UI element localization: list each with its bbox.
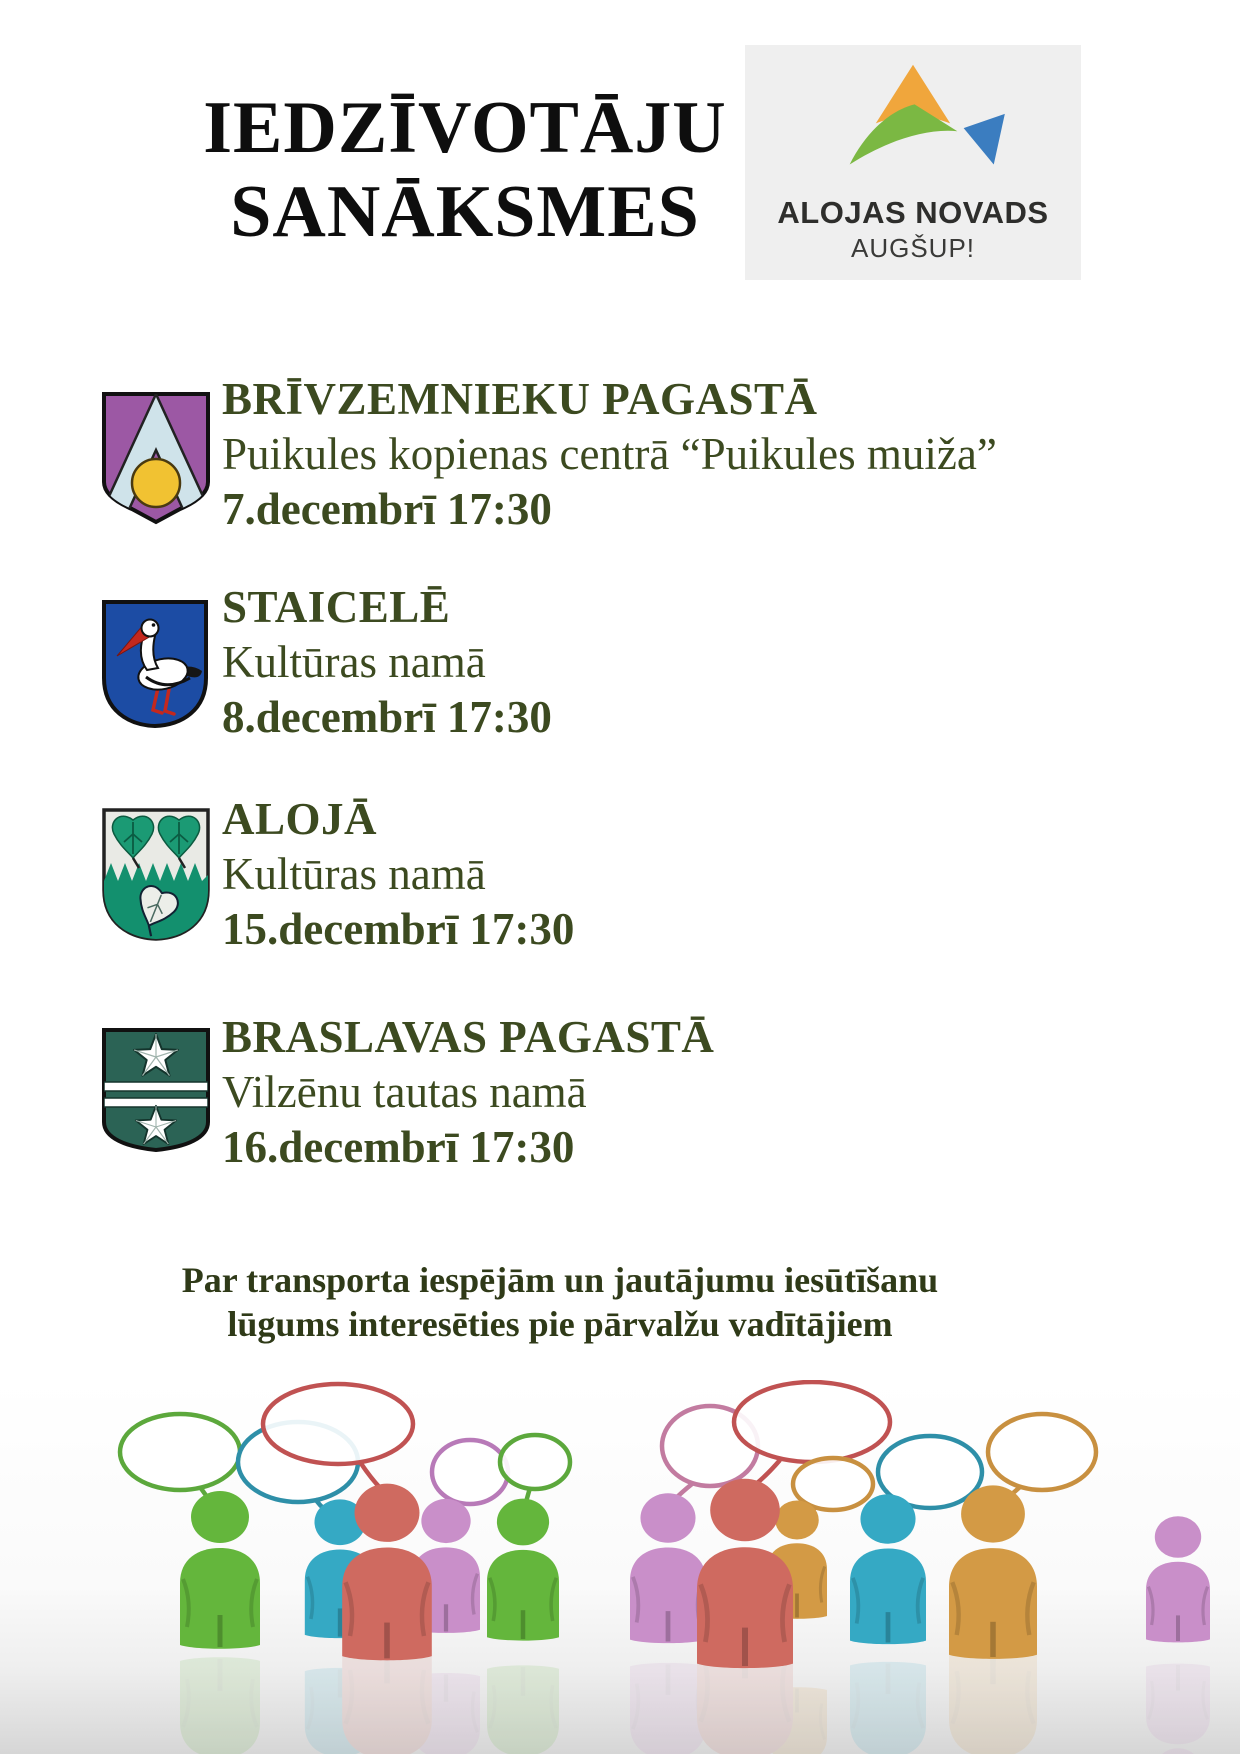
event-place: ALOJĀ	[222, 794, 378, 844]
person-figure	[1146, 1516, 1210, 1642]
event-place: BRASLAVAS PAGASTĀ	[222, 1012, 715, 1062]
logo-tagline: AUGŠUP!	[850, 233, 976, 263]
event-datetime: 7.decembrī 17:30	[222, 484, 552, 534]
event-place: BRĪVZEMNIEKU PAGASTĀ	[222, 374, 818, 424]
staicele-crest-icon	[100, 598, 210, 730]
transport-note-line2: lūgums interesēties pie pārvalžu vadītājiem	[227, 1304, 893, 1344]
person-figure	[342, 1484, 432, 1661]
event-venue: Kultūras namā	[222, 849, 486, 899]
transport-note	[60, 1258, 1060, 1346]
event-venue: Kultūras namā	[222, 637, 486, 687]
event-venue: Puikules kopienas centrā “Puikules muiža”	[222, 429, 997, 479]
people-discussion-illustration	[0, 1380, 1240, 1754]
event-braslavas	[222, 1010, 714, 1175]
poster-title-line2: SANĀKSMES	[230, 171, 700, 253]
event-datetime: 16.decembrī 17:30	[222, 1122, 575, 1172]
person-figure	[850, 1494, 926, 1644]
brivzemnieku-crest-icon	[100, 390, 212, 528]
event-datetime: 8.decembrī 17:30	[222, 692, 552, 742]
person-figure	[180, 1491, 260, 1649]
aloja-crest-icon	[100, 806, 212, 944]
event-brivzemnieku	[222, 372, 997, 537]
alojas-novads-logo-icon	[818, 61, 1008, 173]
poster-title-line1: IEDZĪVOTĀJU	[203, 87, 727, 169]
logo-org-name: ALOJAS NOVADS	[777, 195, 1049, 230]
braslavas-crest-icon	[100, 1026, 212, 1154]
municipality-logo	[745, 45, 1081, 280]
event-staicele	[222, 580, 552, 745]
transport-note-line1: Par transporta iespējām un jautājumu iesūtīšanu	[181, 1260, 939, 1300]
event-place: STAICELĒ	[222, 582, 451, 632]
person-figure	[487, 1499, 559, 1641]
person-figure	[697, 1479, 793, 1668]
person-figure	[630, 1493, 706, 1643]
person-figure	[949, 1485, 1037, 1659]
event-venue: Vilzēnu tautas namā	[222, 1067, 587, 1117]
event-aloja	[222, 792, 574, 957]
event-datetime: 15.decembrī 17:30	[222, 904, 575, 954]
poster-title	[135, 86, 795, 254]
